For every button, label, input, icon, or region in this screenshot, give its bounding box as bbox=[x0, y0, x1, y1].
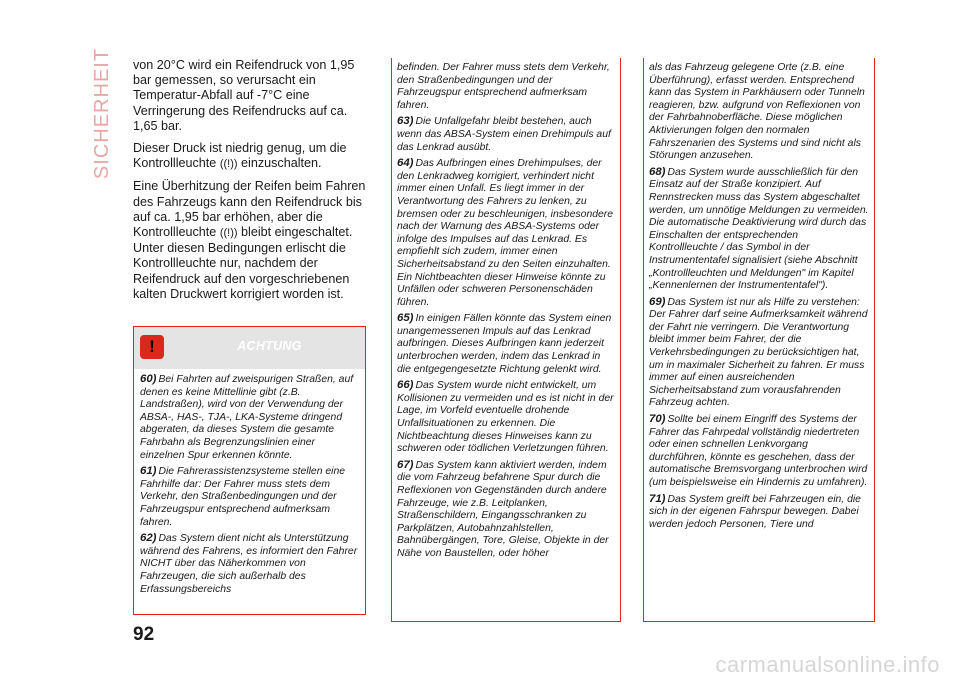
page-number: 92 bbox=[133, 624, 155, 645]
warning-box bbox=[133, 326, 366, 615]
item-text: Das System kann aktiviert werden, indem die vom Fahrzeug befahrene Spur durch die Reflexionen von Gegenständen durch andere Fahrzeuge, wie z.B. Leitplanken, Straßenschildern, Eingangsschranken zu Parkplätzen, Autobahnzahlstellen, Bahnübergängen, Tore, Gleise, Objekte in der Nähe von Baustellen, oder höher bbox=[397, 459, 609, 559]
warning-item bbox=[397, 459, 615, 561]
tyre-pressure-warning-icon: ((!)) bbox=[219, 227, 238, 240]
section-tab bbox=[78, 48, 128, 178]
warning-item bbox=[397, 157, 615, 309]
paragraph-2-end: einzuschalten. bbox=[241, 156, 322, 171]
item-number: 71) bbox=[649, 492, 666, 505]
item-text: Das System wurde nicht entwickelt, um Kollisionen zu vermeiden und es ist nicht in der Lage, im Vorfeld eventuelle drohende Unfallsituationen zu erkennen. Die Nichtbeachtung dieses Hinweises kann zu schweren oder tödlichen Verletzungen führen. bbox=[397, 380, 614, 455]
item-text: Das System wurde ausschließlich für den Einsatz auf der Straße konzipiert. Auf Rennstrecken muss das System abgeschaltet werden, um unnötige Meldungen zu vermeiden. Die automatische Deaktivierung wird durch das Einschalten der entsprechenden Kontrollleuchte / das Symbol in der Instrumententafel signalisiert (siehe Abschnitt „Kontrollleuchten und Meldungen" im Kapitel „Kennenlernen der Instrumententafel"). bbox=[649, 166, 869, 292]
section-title: SICHERHEIT bbox=[91, 47, 114, 179]
warning-item bbox=[140, 532, 359, 596]
warning-item bbox=[397, 312, 615, 376]
warning-item bbox=[649, 413, 869, 490]
item-number: 67) bbox=[397, 458, 414, 471]
item-text: Das Aufbringen eines Drehimpulses, der den Lenkradweg korrigiert, verhindert nicht immer einen Unfall. Es liegt immer in der Verantwortung des Fahrers zu lenken, zu bremsen oder zu beschleunigen, insbesondere nach der Warnung des ABSA-Systems oder infolge des Impulses auf das Lenkrad. Es empfiehlt sich zudem, immer einen Sicherheitsabstand zu den Seiten einzuhalten. Ein Nichtbeachten dieser Hinweise könnte zu Unfällen oder schweren Personenschäden führen. bbox=[397, 158, 614, 308]
item-text: In einigen Fällen könnte das System einen unangemessenen Impuls auf das Lenkrad aufbringen. Dieses Aufbringen kann jederzeit unterbrochen werden, indem das Lenkrad in die entgegengesetzte Richtung gelenkt wird. bbox=[397, 313, 612, 375]
paragraph-3-start: Eine Überhitzung der Reifen beim Fahren des Fahrzeugs kann den Reifendruck bis auf ca. 1,95 bar erhöhen, aber die Kontrollleuchte bbox=[133, 179, 366, 240]
item-number: 65) bbox=[397, 312, 414, 325]
warning-continuation-column-2 bbox=[643, 58, 875, 622]
item-number: 61) bbox=[140, 465, 157, 478]
warning-continuation-column-1 bbox=[391, 58, 621, 622]
item-number: 66) bbox=[397, 379, 414, 392]
warning-body bbox=[134, 369, 365, 596]
item-text: Sollte bei einem Eingriff des Systems der Fahrer das Fahrpedal vollständig niedertreten oder einen schnellen Lenkvorgang durchführen, könnte es geschehen, dass der automatische Bremsvorgang unterbrochen wird (um beispielsweise ein Hindernis zu umfahren). bbox=[649, 414, 868, 488]
paragraph-2-start: Dieser Druck ist niedrig genug, um die Kontrollleuchte bbox=[133, 141, 347, 171]
item-number: 60) bbox=[140, 373, 157, 385]
warning-item bbox=[649, 296, 869, 410]
tyre-pressure-warning-icon: ((!)) bbox=[219, 158, 238, 171]
warning-header bbox=[134, 327, 365, 369]
paragraph-1: von 20°C wird ein Reifendruck von 1,95 bar gemessen, so verursacht ein Temperatur-Abfall auf -7°C eine Verringerung des Reifendrucks auf ca. 1,65 bar. bbox=[133, 58, 355, 133]
continuation-text: befinden. Der Fahrer muss stets dem Verkehr, den Straßenbedingungen und der Fahrzeugspur entsprechend aufmerksam fahren. bbox=[397, 62, 610, 111]
warning-item bbox=[649, 166, 869, 293]
warning-item bbox=[649, 493, 869, 532]
item-text: Bei Fahrten auf zweispurigen Straßen, auf denen es keine Mittellinie gibt (z.B. Landstraßen), wird von der Verwendung der ABSA-, HAS-, TJA-, LKA-Systeme dringend abgeraten, da dieses System die gesamte Fahrbahn als Begrenzungslinien einer einzelnen Spur erkennen könnte. bbox=[140, 374, 354, 461]
paragraph-2 bbox=[133, 141, 371, 172]
warning-item bbox=[140, 373, 359, 462]
paragraph-3 bbox=[133, 179, 371, 302]
item-number: 63) bbox=[397, 115, 414, 128]
warning-item bbox=[140, 465, 359, 529]
continuation-text: als das Fahrzeug gelegene Orte (z.B. eine Überführung), erfasst werden. Entsprechend kann das System in Parkhäusern oder Tunneln reagieren, bzw. aufgrund von Reflexionen von der Fahrbahnoberfläche. Diese möglichen Aktivierungen folgen den normalen Fahrszenarien des Systems und sind nicht als Störungen anzusehen. bbox=[649, 62, 865, 162]
item-text: Das System dient nicht als Unterstützung während des Fahrens, es informiert den Fahrer NICHT über das Näherkommen von Fahrzeugen, die sich außerhalb des Erfassungsbereichs bbox=[140, 533, 358, 595]
item-number: 69) bbox=[649, 295, 666, 308]
warning-item bbox=[397, 115, 615, 154]
item-number: 64) bbox=[397, 157, 414, 170]
warning-item bbox=[397, 379, 615, 456]
warning-triangle-icon: ! bbox=[140, 335, 164, 359]
item-text: Das System greift bei Fahrzeugen ein, die sich in der eigenen Fahrspur bewegen. Dabei werden jedoch Personen, Tiere und bbox=[649, 493, 861, 530]
item-text: Das System ist nur als Hilfe zu verstehen: Der Fahrer darf seine Aufmerksamkeit während der Fahrt nie verringern. Die Verantwortung bleibt immer beim Fahrer, der die Verkehrsbedingungen zu berücksichtigen hat, um in maximaler Sicherheit zu fahren. Er muss immer auf einen ausreichenden Sicherheitsabstand zum vorausfahrenden Fahrzeug achten. bbox=[649, 296, 868, 409]
watermark: carmanualsonline.info bbox=[715, 652, 940, 677]
warning-title: ACHTUNG bbox=[237, 339, 302, 353]
item-text: Die Unfallgefahr bleibt bestehen, auch wenn das ABSA-System einen Drehimpuls auf das Lenkrad ausübt. bbox=[397, 116, 611, 153]
paragraph-3-end: bleibt eingeschaltet. Unter diesen Bedingungen erlischt die Kontrollleuchte nur, nachdem der Reifendruck auf den vorgeschriebenen kalten Druckwert korrigiert worden ist. bbox=[133, 225, 353, 301]
item-text: Die Fahrerassistenzsysteme stellen eine Fahrhilfe dar: Der Fahrer muss stets dem Verkehr, den Straßenbedingungen und der Fahrzeugspur entsprechend aufmerksam fahren. bbox=[140, 466, 346, 528]
item-number: 62) bbox=[140, 532, 157, 545]
main-text-column bbox=[133, 58, 371, 309]
item-number: 70) bbox=[649, 413, 666, 426]
item-number: 68) bbox=[649, 165, 666, 178]
